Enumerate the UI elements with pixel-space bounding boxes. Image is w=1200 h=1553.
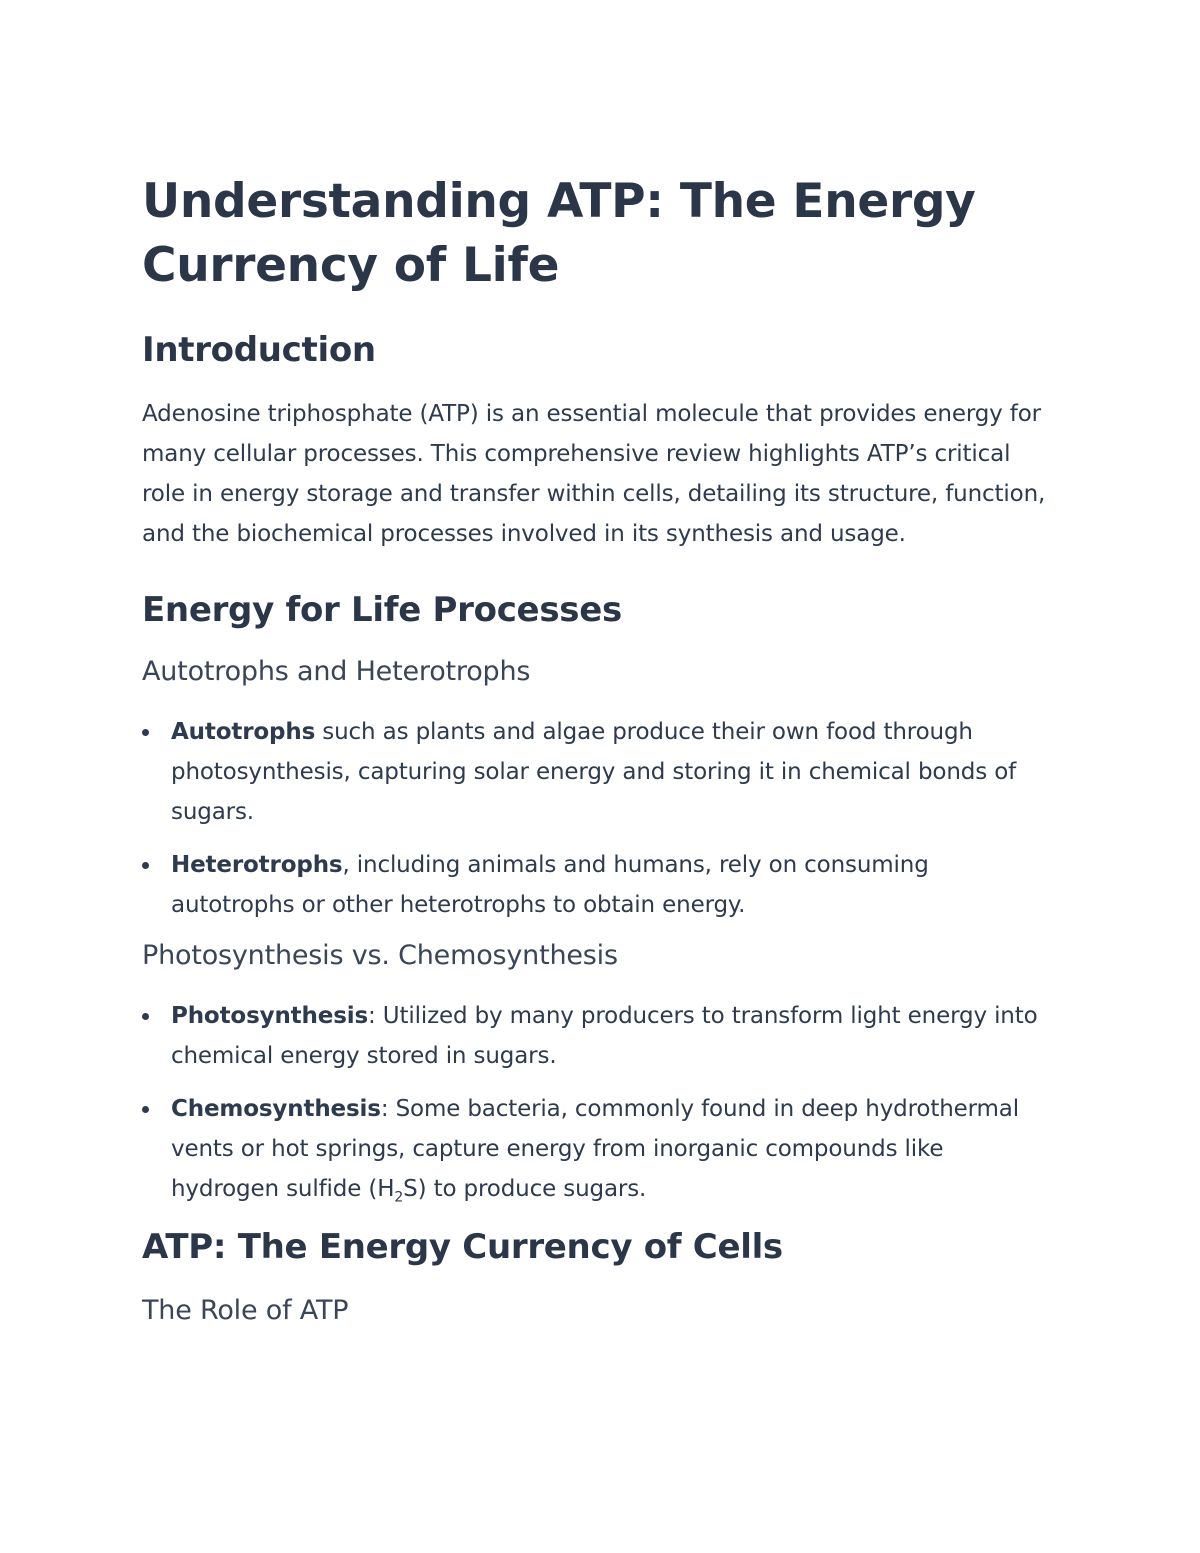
term-chemosynthesis: Chemosynthesis [171,1096,381,1122]
list-item-text: , including animals and humans, rely on consuming autotrophs or other heterotrophs to obtain energy. [171,852,929,918]
subheading-role-of-atp: The Role of ATP [142,1295,349,1326]
photosynthesis-chemosynthesis-list [142,996,1052,1209]
list-item [142,845,1052,925]
list-item [142,712,1052,832]
document-title: Understanding ATP: The Energy Currency of Life [142,174,976,293]
subheading-photosynthesis-chemosynthesis: Photosynthesis vs. Chemosynthesis [142,940,618,971]
intro-paragraph: Adenosine triphosphate (ATP) is an essential molecule that provides energy for many cellular processes. This comprehensive review highlights ATP’s critical role in energy storage and transfer within cells, detailing its structure, function, and the biochemical processes involved in its synthesis and usage. [142,401,1046,547]
list-item-text: such as plants and algae produce their own food through photosynthesis, capturing solar energy and storing it in chemical bonds of sugars. [171,719,1017,825]
list-item-text: : Some bacteria, commonly found in deep hydrothermal vents or hot springs, capture energy from inorganic compounds like hydrogen sulfide (H [171,1096,1019,1202]
autotrophs-heterotrophs-list [142,712,1052,925]
bullet-icon [142,862,149,869]
term-heterotrophs: Heterotrophs [171,852,343,878]
list-item [142,996,1052,1076]
bullet-icon [142,729,149,736]
document-page [142,170,1052,1329]
section-heading-introduction: Introduction [142,330,376,370]
bullet-icon [142,1106,149,1113]
term-autotrophs: Autotrophs [171,719,316,745]
term-photosynthesis: Photosynthesis [171,1003,369,1029]
list-item [142,1089,1052,1209]
section-heading-atp-energy-currency: ATP: The Energy Currency of Cells [142,1227,783,1267]
bullet-icon [142,1013,149,1020]
subheading-autotrophs-heterotrophs: Autotrophs and Heterotrophs [142,656,531,687]
section-heading-energy-for-life: Energy for Life Processes [142,590,622,630]
list-item-text: S) to produce sugars. [403,1176,647,1202]
list-item-text: : Utilized by many producers to transform light energy into chemical energy stored in sugars. [171,1003,1038,1069]
subscript-2: 2 [394,1189,404,1206]
